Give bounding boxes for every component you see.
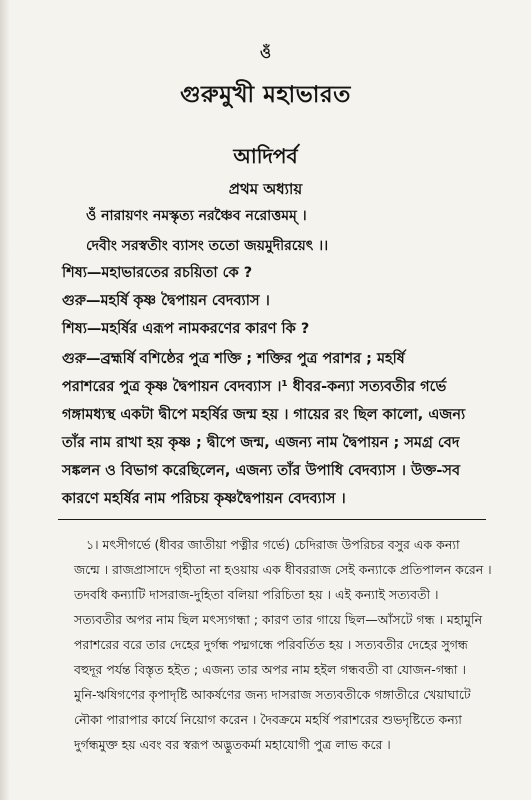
om-symbol: ওঁ — [259, 44, 272, 62]
verse-line: ওঁ নারায়ণং নমস্কৃত্য নরঞ্চৈব নরোত্তমম্ । — [86, 208, 307, 224]
footnote-line: দুর্গন্ধমুক্ত হয় এবং বর স্বরূপ অদ্ভুতকর্মা মহাযোগী পুত্র লাভ করে । — [74, 737, 391, 752]
answer-line: কারণে মহর্ষির নাম পরিচয় কৃষ্ণদ্বৈপায়ন বেদব্যাস । — [62, 491, 346, 507]
answer-line: গুরু—ব্রহ্মর্ষি বশিষ্ঠের পুত্র শক্তি ; শক্তির পুত্র পরাশর ; মহর্ষি — [62, 351, 405, 367]
footnote-line: জন্মে । রাজপ্রাসাদে গৃহীতা না হওয়ায় এক ধীবররাজ সেই কন্যাকে প্রতিপালন করেন । — [74, 562, 492, 577]
answer-line: তাঁর নাম রাখা হয় কৃষ্ণ ; দ্বীপে জন্ম, এজন্য নাম দ্বৈপায়ন ; সমগ্র বেদ — [62, 435, 460, 451]
footnote-line: বহুদূর পর্যন্ত বিস্তৃত হইত ; এজন্য তার অপর নাম হইল গন্ধবতী বা যোজন-গন্ধা । — [74, 662, 466, 677]
qa-line: শিষ্য—মহাভারতের রচয়িতা কে ? — [62, 265, 253, 281]
answer-line: পরাশরের পুত্র কৃষ্ণ দ্বৈপায়ন বেদব্যাস ।¹ ধীবর-কন্যা সত্যবতীর গর্ভে — [62, 379, 447, 395]
footnote-line: নৌকা পারাপার কার্যে নিয়োগ করেন । দৈবক্রমে মহর্ষি পরাশরের শুভদৃষ্টিতে কন্যা — [74, 712, 462, 727]
footnote-line: তদবধি কন্যাটি দাসরাজ-দুহিতা বলিয়া পরিচিতা হয় । এই কন্যাই সত্যবতী । — [74, 587, 439, 602]
verse-line: দেবীং সরস্বতীং ব্যাসং ততো জয়মুদীরয়েৎ ।। — [86, 238, 329, 254]
footnote-line: মুনি-ঋষিগণের কৃপাদৃষ্টি আকর্ষণের জন্য দাসরাজ সত্যবতীকে গঙ্গাতীরে খেয়াঘাটে — [74, 687, 471, 702]
footnote-divider — [58, 519, 486, 520]
book-title: গুরুমুখী মহাভারত — [180, 82, 351, 108]
qa-line: গুরু—মহর্ষি কৃষ্ণ দ্বৈপায়ন বেদব্যাস । — [62, 293, 270, 309]
qa-line: শিষ্য—মহর্ষির এরূপ নামকরণের কারণ কি ? — [62, 321, 310, 337]
answer-line: গঙ্গামধ্যস্থ একটা দ্বীপে মহর্ষির জন্ম হয় । গায়ের রং ছিল কালো, এজন্য — [62, 407, 466, 423]
page-gutter-shadow — [0, 0, 10, 800]
answer-line: সঙ্কলন ও বিভাগ করেছিলেন, এজন্য তাঁর উপাধি বেদব্যাস । উক্ত-সব — [62, 463, 461, 479]
footnote-line: সত্যবতীর অপর নাম ছিল মৎস্যগন্ধা ; কারণ তার গায়ে ছিল—আঁসটে গন্ধ । মহামুনি — [74, 612, 483, 627]
footnote-line: ১। মৎসীগর্ভে (ধীবর জাতীয়া পত্নীর গর্ভে) চেদিরাজ উপরিচর বসুর এক কন্যা — [86, 537, 460, 552]
parva-heading: আদিপর্ব — [233, 144, 298, 168]
footnote-line: পরাশরের বরে তার দেহের দুর্গন্ধ পদ্মগন্ধে পরিবর্তিত হয় । সত্যবতীর দেহের সুগন্ধ — [74, 637, 468, 652]
chapter-heading: প্রথম অধ্যায় — [228, 180, 303, 198]
